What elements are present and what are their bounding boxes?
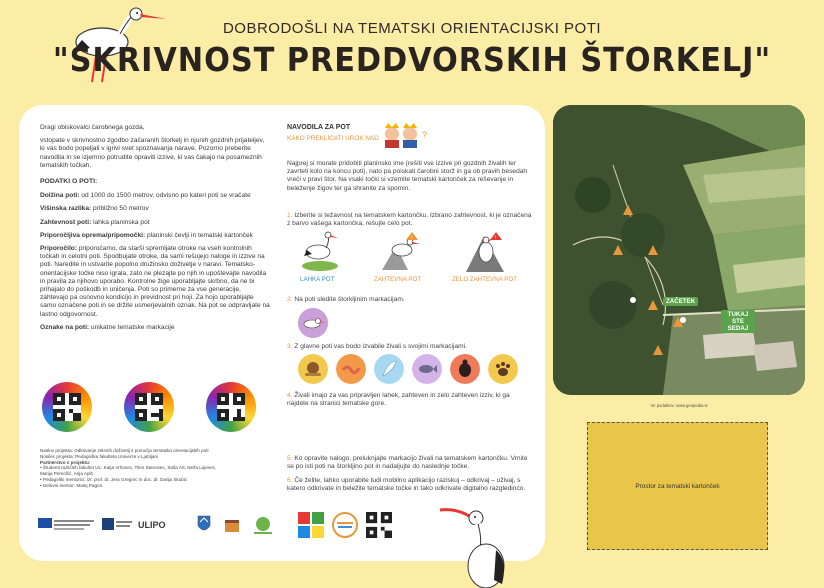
nature-logo-icon — [250, 514, 276, 536]
intro-greeting: Dragi obiskovalci čarobnega gozda, — [40, 124, 145, 131]
step-3: 3. Z glavne poti vas bodo izvabile živali s svojimi markacijami. — [287, 343, 467, 350]
credit-line: • Študenti različnih fakultet UL: Katja Vrhovec, Tilen Stenovec, Saša Art, Neža Lajevec, — [40, 465, 217, 471]
app-logos — [298, 512, 398, 542]
instructions-subtitle: KAKO PREKLICATI UROK NAD — [287, 135, 379, 143]
university-logo-icon — [100, 514, 134, 536]
stork-medium-icon — [378, 230, 422, 274]
svg-text:!: ! — [495, 235, 497, 241]
info-item: Višinska razlika: približno 50 metrov — [40, 205, 149, 213]
intro-text: vstopate v skrivnostno zgodbo začaranih štorkelj in njunih gozdnih prijateljev, ki vas bodo popeljali v igrivi svet spoznavanja narave. Pozorno preberite navodila in se izjemno potrudite opraviti izzive, ki vas čakajo na posameznih tematskih točkah. — [40, 137, 265, 169]
level-hard-label: ZELO ZAHTEVNA POT — [452, 276, 517, 283]
credit-line: Naslov projekta: Odkrivanje zelenih doživetij s pomočjo tematsko orientacijskih poti — [40, 448, 209, 453]
cake-logo-icon — [222, 514, 242, 536]
animal-markers — [298, 354, 528, 386]
stork-hard-icon — [464, 230, 508, 274]
paw-marker-icon — [488, 354, 518, 384]
worm-marker-icon — [336, 354, 366, 384]
step-1: 1. Izberite si težavnost na tematskem kartončku. Izbrano zahtevnost, ki je označena z barvo vašega kartončka, rešujte celo pot. — [287, 212, 532, 228]
king-queen-icon — [380, 120, 430, 148]
card-placeholder-label: Prostor za tematski kartonček — [635, 482, 720, 490]
credit-line: Nosilec projekta: Pedagoška fakulteta Univerze v Ljubljani — [40, 453, 158, 459]
difficulty-levels — [292, 230, 532, 286]
qr-code-icon[interactable] — [206, 382, 256, 432]
data-heading: PODATKI O POTI: — [40, 178, 98, 186]
fish-marker-icon — [412, 354, 442, 384]
info-item: Priporočilo: priporočamo, da starši spremljate otroke na vseh kontrolnih točkah in celotni poti. Spodbujate otroke, da sami rešujejo naloge in izzive na poti. Naredite in ustvarite popolno družinsko doživetje v naravi. Tematsko-orientacijske točke niso igrala, zato ne plezajte po njih in upoštevajte navodila in pravila za njihovo uporabo. Kontrolne žige uporabljajte skrbno, da ne bi prihajalo do poškodb in uničenja. Poti so primerne za vse generacije, zahtevajo pa osnovno kondicijo in previdnost pri hoji. Za hojo uporabljajte samo označene poti in se držite usmerjevalnih oznak. Na pot se odpravljate na lastno odgovornost. — [40, 245, 270, 318]
left-column — [40, 124, 270, 337]
map-image — [553, 105, 805, 395]
instructions-intro: Najprej si morate pridobiti planinsko ime (rešiti vse izzive pri gozdnih živalih ter zavrteti kolo na koncu poti), nato pa poiskati čarobni storž in ga ob pravih besedah vreči v pravi štor. Na vsaki točki si vzemite tematski kartonček za reševanje in beleženje žigov ter ga shranite za spomin. — [287, 160, 528, 192]
info-item: Priporočljiva oprema/pripomočki: planinski čevlji in tematski kartonček — [40, 231, 253, 239]
credit-line: • Pedagoški mentorici: izr. prof. dr. Jera Gregorc in doc. dr. Darija Skubic — [40, 476, 188, 482]
snail-marker-icon — [298, 354, 328, 384]
step-2: 2. Na poti sledite štorkljinim markacijam. — [287, 296, 405, 303]
standing-stork-icon — [428, 488, 528, 588]
credit-line: Partnerstvo v projektu: — [40, 459, 91, 465]
beetle-marker-icon — [450, 354, 480, 384]
app-badge-icon[interactable] — [330, 512, 360, 538]
page-title: "SKRIVNOST PREDDVORSKIH ŠTORKELJ" — [52, 40, 772, 79]
ulipo-logo: ULIPO — [138, 520, 166, 530]
info-item: Zahtevnost poti: lahka planinska pot — [40, 218, 150, 226]
level-medium-label: ZAHTEVNA POT — [374, 276, 422, 283]
step-4: 4. Živali imajo za vas pripravljen lahek, zahteven in zelo zahteven izziv, ki ga najdete na stranici tematske gore. — [287, 392, 510, 408]
step-5: 5. Ko opravite nalogo, preluknjajte markacijo živali na tematskem kartončku. Vrnite se po isti poti na štorkljino pot in nadaljujte do naslednje točke. — [287, 455, 528, 471]
sponsor-logos — [38, 514, 278, 540]
qr-code-icon[interactable] — [42, 382, 92, 432]
svg-text:!: ! — [411, 235, 413, 241]
info-item: Dolžina poti: od 1000 do 1500 metrov, odvisno po kateri poti se vračate — [40, 192, 251, 200]
info-item: Oznake na poti: unikatne tematske markacije — [40, 323, 175, 331]
svg-text:?: ? — [422, 130, 428, 140]
feather-marker-icon — [374, 354, 404, 384]
credit-line: • Delovni mentor: Matej Pagon — [40, 482, 103, 488]
instructions-title: NAVODILA ZA POT — [287, 124, 351, 131]
credit-line: Marija Primožič, Anja Apih — [40, 471, 94, 477]
app-qr-code-icon[interactable] — [366, 512, 392, 538]
project-credits — [40, 448, 280, 489]
trail-map[interactable] — [553, 105, 805, 395]
qr-code-icon[interactable] — [124, 382, 174, 432]
stork-marker-icon — [298, 308, 328, 338]
eu-logo-icon — [38, 514, 98, 536]
header-subtitle: DOBRODOŠLI NA TEMATSKI ORIENTACIJSKI POTI — [222, 20, 602, 37]
qr-codes — [40, 382, 270, 434]
stork-easy-icon — [298, 230, 342, 274]
app-grid-icon[interactable] — [298, 512, 324, 538]
level-easy-label: LAHKA POT — [300, 276, 335, 283]
map-label-start: ZAČETEK — [663, 297, 698, 306]
map-label-here: TUKAJ STE SEDAJ — [721, 310, 755, 333]
card-placeholder — [587, 422, 768, 550]
step-6: 6. Če želite, lahko uporabite tudi mobilno aplikacijo raziskuj – odkrivaj – uživaj, s katero odkrivate in beležite tematske točke in tako odkrivate digitalno razgledinco. — [287, 477, 526, 493]
crest-icon — [196, 514, 212, 536]
map-source-caption: Vir podatkov: www.geopedia.si — [650, 403, 708, 408]
